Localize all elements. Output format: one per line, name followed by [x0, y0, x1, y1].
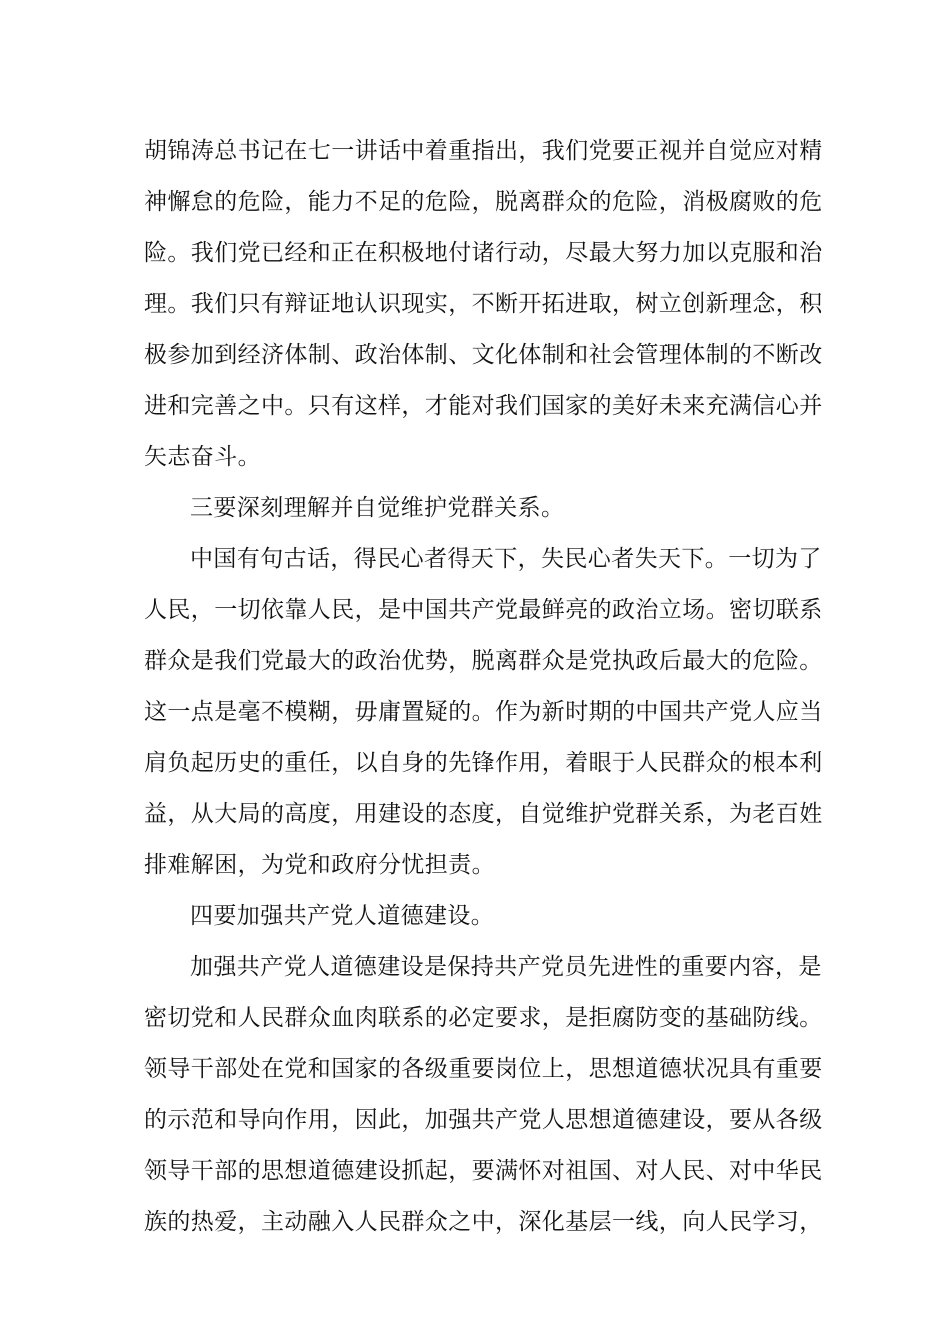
body-text-line: 进和完善之中。只有这样，才能对我们国家的美好未来充满信心并 [144, 393, 823, 419]
body-text-line: 的示范和导向作用，因此，加强共产党人思想道德建设，要从各级 [144, 1107, 823, 1133]
body-text-line: 理。我们只有辩证地认识现实，不断开拓进取，树立创新理念，积 [144, 291, 823, 317]
body-text-line: 矢志奋斗。 [144, 444, 261, 470]
body-text-line: 领导干部的思想道德建设抓起，要满怀对祖国、对人民、对中华民 [144, 1158, 823, 1184]
body-text-line: 族的热爱，主动融入人民群众之中，深化基层一线，向人民学习， [144, 1209, 823, 1235]
body-text-line: 这一点是毫不模糊，毋庸置疑的。作为新时期的中国共产党人应当 [144, 699, 823, 725]
body-text-line: 加强共产党人道德建设是保持共产党员先进性的重要内容，是 [190, 954, 822, 980]
body-text-line: 中国有句古话，得民心者得天下，失民心者失天下。一切为了 [190, 546, 822, 572]
body-text-line: 胡锦涛总书记在七一讲话中着重指出，我们党要正视并自觉应对精 [144, 138, 823, 164]
body-text-line: 领导干部处在党和国家的各级重要岗位上，思想道德状况具有重要 [144, 1056, 823, 1082]
body-text-line: 排难解困，为党和政府分忧担责。 [144, 852, 495, 878]
body-text-line: 险。我们党已经和正在积极地付诸行动，尽最大努力加以克服和治 [144, 240, 823, 266]
body-text-line: 益，从大局的高度，用建设的态度，自觉维护党群关系，为老百姓 [144, 801, 823, 827]
document-body [144, 126, 823, 1248]
body-text-line: 密切党和人民群众血肉联系的必定要求，是拒腐防变的基础防线。 [144, 1005, 823, 1031]
body-text-line: 肩负起历史的重任，以自身的先锋作用，着眼于人民群众的根本利 [144, 750, 823, 776]
section-heading-3: 三要深刻理解并自觉维护党群关系。 [190, 495, 565, 521]
body-text-line: 人民，一切依靠人民，是中国共产党最鲜亮的政治立场。密切联系 [144, 597, 823, 623]
body-text-line: 神懈怠的危险，能力不足的危险，脱离群众的危险，消极腐败的危 [144, 189, 823, 215]
body-text-line: 极参加到经济体制、政治体制、文化体制和社会管理体制的不断改 [144, 342, 823, 368]
body-text-line: 群众是我们党最大的政治优势，脱离群众是党执政后最大的危险。 [144, 648, 823, 674]
section-heading-4: 四要加强共产党人道德建设。 [190, 903, 495, 929]
